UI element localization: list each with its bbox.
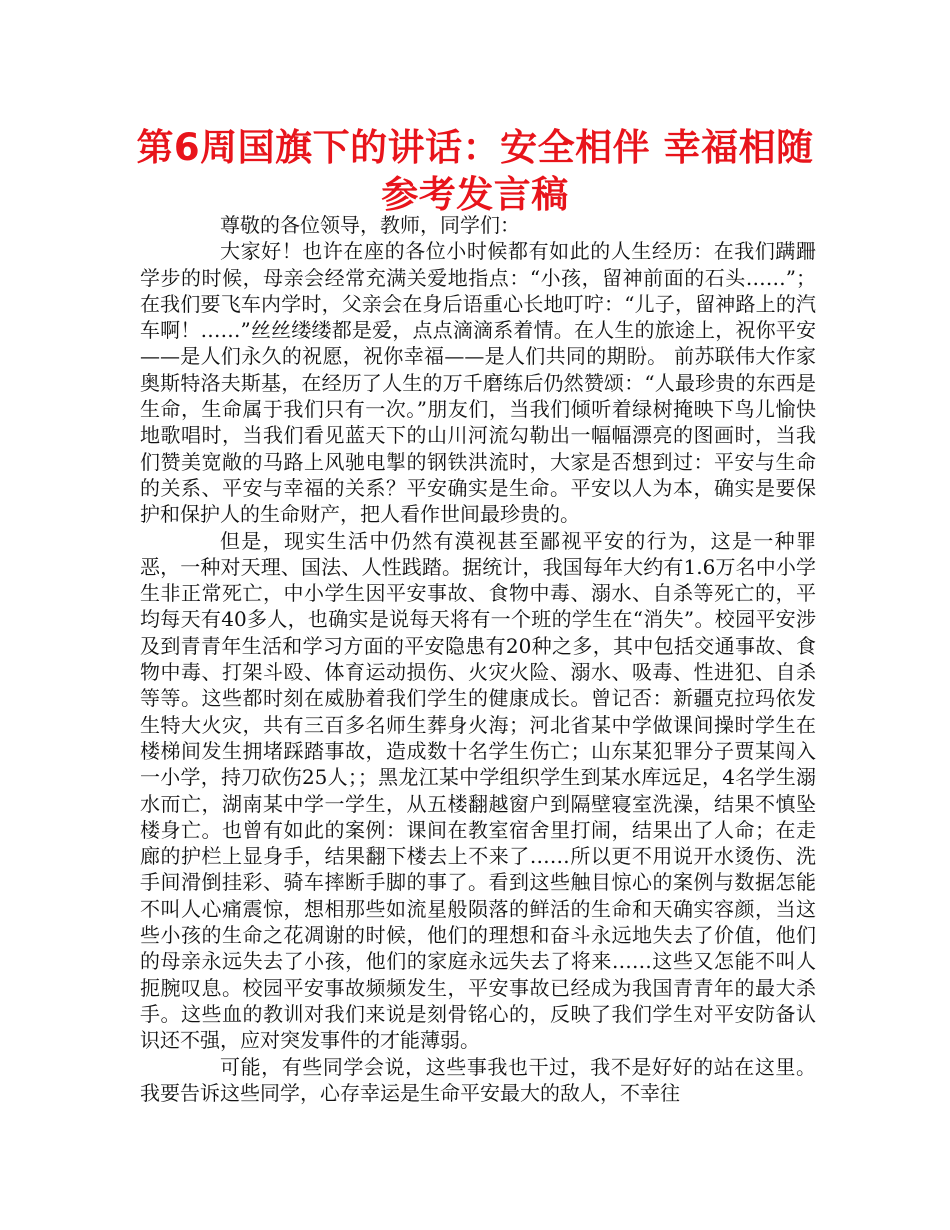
paragraph-1: 大家好！也许在座的各位小时候都有如此的人生经历：在我们蹒跚学步的时候，母亲会经常充满关爱地指点：“小孩，留神前面的石头……”；在我们要飞车内学时，父亲会在身后语重心长地叮咛：“儿子，留神路上的汽车啊！……”丝丝缕缕都是爱，点点滴滴系着情。在人生的旅途上，祝你平安——是人们永久的祝愿，祝你幸福——是人们共同的期盼。 前苏联伟大作家奥斯特洛夫斯基，在经历了人生的万千磨练后仍然赞颂：“人最珍贵的东西是生命，生命属于我们只有一次。”朋友们，当我们倾听着绿树掩映下鸟儿愉快地歌唱时，当我们看见蓝天下的山川河流勾勒出一幅幅漂亮的图画时，当我们赞美宽敞的马路上风驰电掣的钢铁洪流时，大家是否想到过：平安与生命的关系、平安与幸福的关系？平安确实是生命。平安以人为本，确实是要保护和保护人的生命财产，把人看作世间最珍贵的。 xyxy=(140,239,816,527)
document-body xyxy=(140,212,816,1106)
salutation: 尊敬的各位领导，教师，同学们： xyxy=(220,213,520,237)
document-title-line-1: 第6周国旗下的讲话：安全相伴 幸福相随 xyxy=(136,126,814,169)
paragraph-2: 但是，现实生活中仍然有漠视甚至鄙视平安的行为，这是一种罪恶，一种对天理、国法、人性践踏。据统计，我国每年大约有1.6万名中小学生非正常死亡，中小学生因平安事故、食物中毒、溺水、自杀等死亡的，平均每天有40多人，也确实是说每天将有一个班的学生在“消失”。校园平安涉及到青青年生活和学习方面的平安隐患有20种之多，其中包括交通事故、食物中毒、打架斗殴、体育运动损伤、火灾火险、溺水、吸毒、性进犯、自杀等等。这些都时刻在威胁着我们学生的健康成长。曾记否：新疆克拉玛依发生特大火灾，共有三百多名师生葬身火海；河北省某中学做课间操时学生在楼梯间发生拥堵踩踏事故，造成数十名学生伤亡；山东某犯罪分子贾某闯入一小学，持刀砍伤25人；；黑龙江某中学组织学生到某水库远足，4名学生溺水而亡，湖南某中学一学生，从五楼翻越窗户到隔壁寝室洗澡，结果不慎坠楼身亡。也曾有如此的案例：课间在教室宿舍里打闹，结果出了人命；在走廊的护栏上显身手，结果翻下楼去上不来了……所以更不用说开水烫伤、洗手间滑倒挂彩、骑车摔断手脚的事了。看到这些触目惊心的案例与数据怎能不叫人心痛震惊，想相那些如流星般陨落的鲜活的生命和天确实容颜，当这些小孩的生命之花凋谢的时候，他们的理想和奋斗永远地失去了价值，他们的母亲永远失去了小孩，他们的家庭永远失去了将来……这些又怎能不叫人扼腕叹息。校园平安事故频频发生，平安事故已经成为我国青青年的最大杀手。这些血的教训对我们来说是刻骨铭心的，反映了我们学生对平安防备认识还不强，应对突发事件的才能薄弱。 xyxy=(140,528,816,1053)
paragraph-3: 可能，有些同学会说，这些事我也干过，我不是好好的站在这里。我要告诉这些同学，心存幸运是生命平安最大的敌人，不幸往 xyxy=(140,1054,816,1105)
document-title-line-2: 参考发言稿 xyxy=(381,173,569,216)
